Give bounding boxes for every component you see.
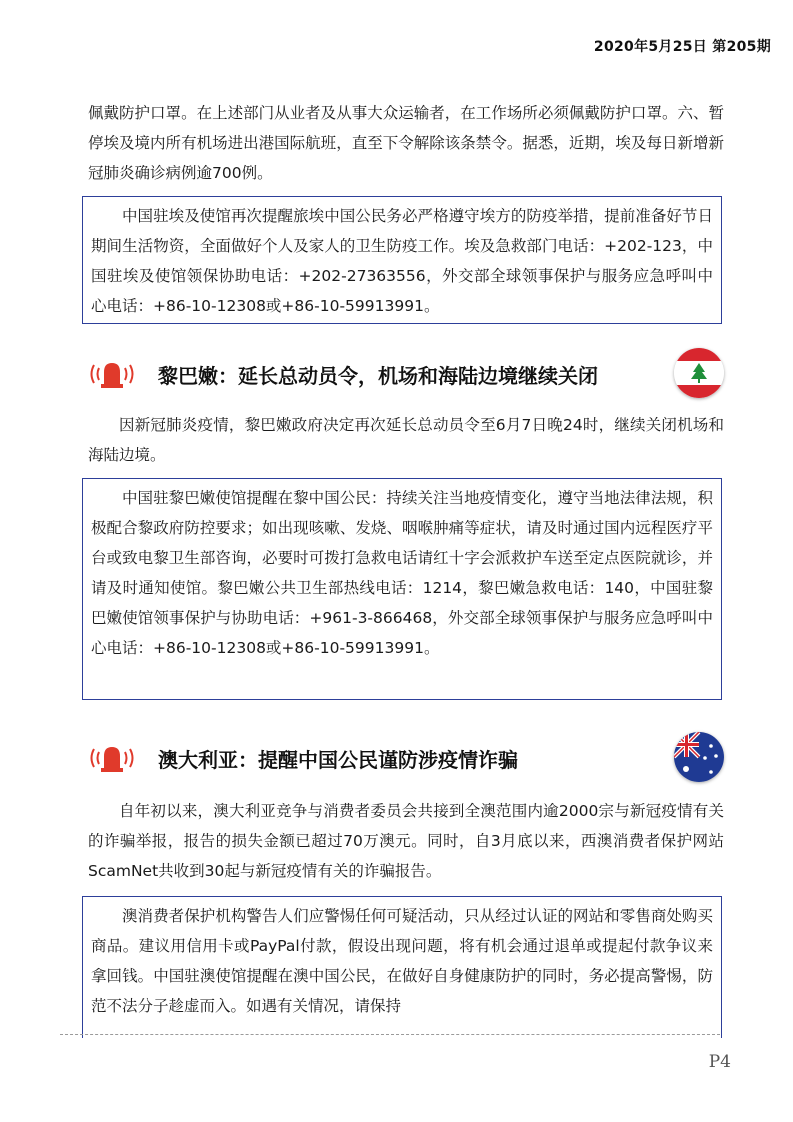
issue-date-label: 2020年5月25日 第205期 — [593, 39, 771, 55]
page-number: P4 — [708, 1052, 731, 1072]
egypt-embassy-notice: 中国驻埃及使馆再次提醒旅埃中国公民务必严格遵守埃方的防疫举措，提前准备好节日期间生活物资，全面做好个人及家人的卫生防疫工作。埃及急救部门电话：+202-123，中国驻埃及使馆领保协助电话：+202-27363556，外交部全球领事保护与服务应急呼叫中心电话：+86-10-12308或+86-10-59913991。 — [91, 207, 713, 315]
lebanon-embassy-notice-box — [82, 478, 722, 700]
alarm-bell-icon — [88, 356, 136, 392]
australia-section-title: 澳大利亚：提醒中国公民谨防涉疫情诈骗 — [158, 747, 518, 772]
lebanon-section-title: 黎巴嫩：延长总动员令，机场和海陆边境继续关闭 — [158, 363, 598, 388]
australia-embassy-notice: 澳消费者保护机构警告人们应警惕任何可疑活动，只从经过认证的网站和零售商处购买商品。建议用信用卡或PayPal付款，假设出现问题，将有机会通过退单或提起付款争议来拿回钱。中国驻澳使馆提醒在澳中国公民，在做好自身健康防护的同时，务必提高警惕，防范不法分子趁虚而入。如遇有关情况，请保持 — [91, 907, 713, 1015]
lebanon-flag-icon — [674, 348, 724, 398]
lebanon-section-heading — [88, 352, 724, 396]
egypt-embassy-notice-box — [82, 196, 722, 324]
australia-section-heading — [88, 736, 724, 780]
egypt-paragraph: 佩戴防护口罩。在上述部门从业者及从事大众运输者，在工作场所必须佩戴防护口罩。六、暂停埃及境内所有机场进出港国际航班，直至下令解除该条禁令。据悉，近期，埃及每日新增新冠肺炎确诊病例逾700例。 — [88, 104, 724, 182]
footer-divider — [60, 1034, 720, 1035]
alarm-bell-icon — [88, 740, 136, 776]
lebanon-embassy-notice: 中国驻黎巴嫩使馆提醒在黎中国公民：持续关注当地疫情变化，遵守当地法律法规，积极配合黎政府防控要求；如出现咳嗽、发烧、咽喉肿痛等症状，请及时通过国内远程医疗平台或致电黎卫生部咨询，必要时可拨打急救电话请红十字会派救护车送至定点医院就诊，并请及时通知使馆。黎巴嫩公共卫生部热线电话：1214，黎巴嫩急救电话：140，中国驻黎巴嫩使馆领事保护与协助电话：+961-3-866468，外交部全球领事保护与服务应急呼叫中心电话：+86-10-12308或+86-10-59913991。 — [91, 489, 713, 657]
lebanon-paragraph: 因新冠肺炎疫情，黎巴嫩政府决定再次延长总动员令至6月7日晚24时，继续关闭机场和海陆边境。 — [88, 416, 724, 464]
australia-paragraph: 自年初以来，澳大利亚竞争与消费者委员会共接到全澳范围内逾2000宗与新冠疫情有关的诈骗举报，报告的损失金额已超过70万澳元。同时，自3月底以来，西澳消费者保护网站ScamNet共收到30起与新冠疫情有关的诈骗报告。 — [88, 802, 724, 880]
australia-embassy-notice-box — [82, 896, 722, 1038]
australia-flag-icon — [674, 732, 724, 782]
